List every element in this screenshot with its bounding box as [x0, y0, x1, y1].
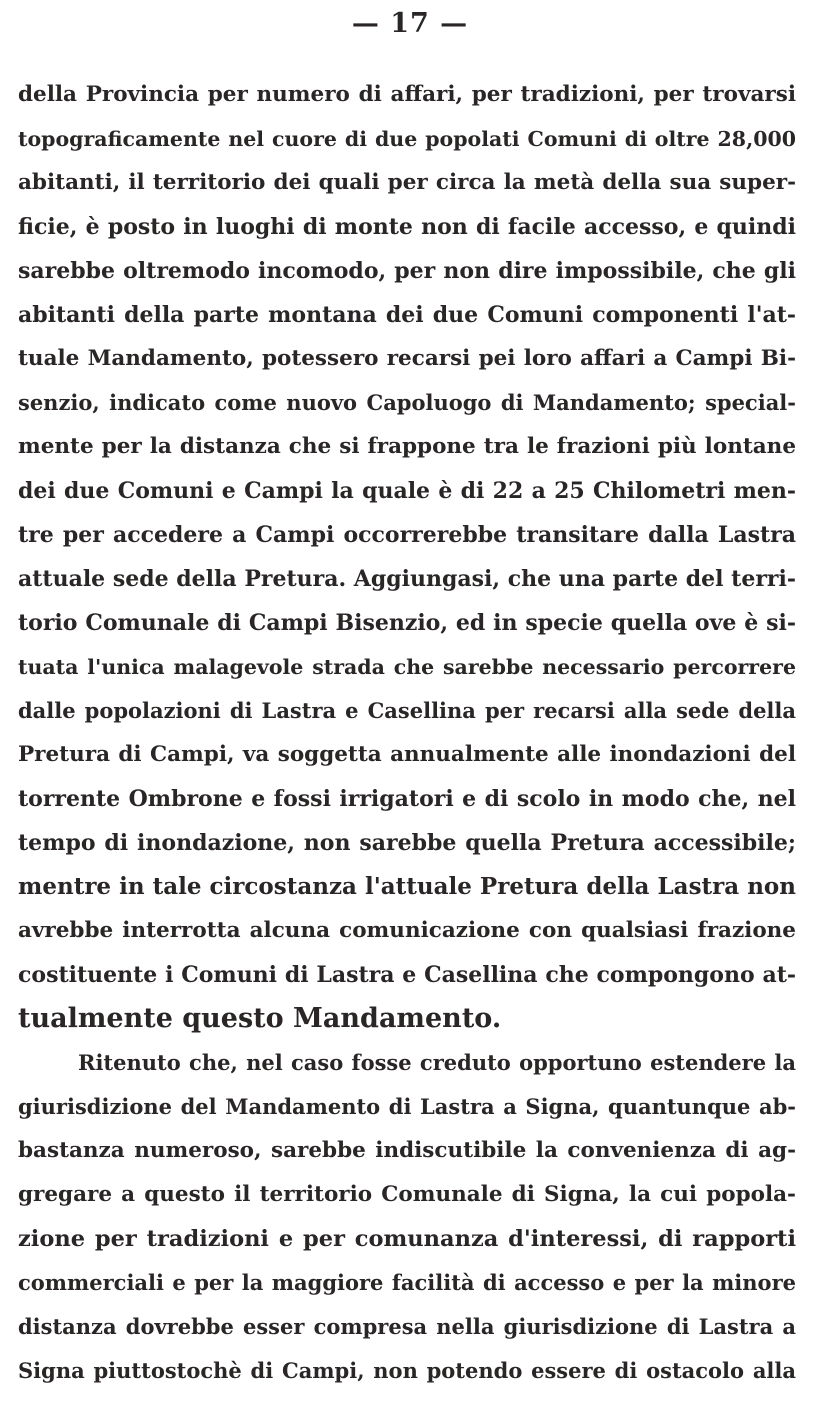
- text-line: commerciali e per la maggiore facilità di accesso e per la minore: [18, 1270, 796, 1295]
- text-line: costituente i Comuni di Lastra e Casellina che compongono at-: [18, 962, 796, 988]
- text-line: mentre in tale circostanza l'attuale Pretura della Lastra non: [18, 873, 796, 900]
- text-line: torrente Ombrone e fossi irrigatori e di scolo in modo che, nel: [18, 786, 796, 812]
- text-line: bastanza numeroso, sarebbe indiscutibile la convenienza di ag-: [18, 1138, 796, 1163]
- text-line: tempo di inondazione, non sarebbe quella Pretura accessibile;: [18, 830, 796, 856]
- text-line: senzio, indicato come nuovo Capoluogo di Mandamento; special-: [18, 390, 796, 415]
- text-line: tualmente questo Mandamento.: [18, 1003, 502, 1034]
- text-line: sarebbe oltremodo incomodo, per non dire impossibile, che gli: [18, 258, 796, 284]
- text-line: attuale sede della Pretura. Aggiungasi, che una parte del terri-: [18, 566, 796, 592]
- text-line: distanza dovrebbe esser compresa nella giurisdizione di Lastra a: [18, 1314, 796, 1339]
- text-line: avrebbe interrotta alcuna comunicazione con qualsiasi frazione: [18, 918, 796, 943]
- text-line: dei due Comuni e Campi la quale è di 22 a 25 Chilometri men-: [18, 478, 796, 504]
- text-line: tuata l'unica malagevole strada che sarebbe necessario percorrere: [18, 655, 796, 679]
- page-number: — 17 —: [351, 8, 469, 39]
- text-line: giurisdizione del Mandamento di Lastra a Signa, quantunque ab-: [18, 1094, 796, 1119]
- text-line: mente per la distanza che si frappone tra le frazioni più lontane: [18, 434, 796, 459]
- text-line: ficie, è posto in luoghi di monte non di facile accesso, e quindi: [18, 214, 796, 240]
- text-line: Ritenuto che, nel caso fosse creduto opportuno estendere la: [78, 1050, 796, 1075]
- text-line: Signa piuttostochè di Campi, non potendo essere di ostacolo alla: [18, 1358, 796, 1383]
- text-line: tre per accedere a Campi occorrerebbe transitare dalla Lastra: [18, 522, 796, 548]
- text-line: torio Comunale di Campi Bisenzio, ed in specie quella ove è si-: [18, 610, 796, 636]
- text-line: topograficamente nel cuore di due popolati Comuni di oltre 28,000: [18, 127, 796, 151]
- text-line: Pretura di Campi, va soggetta annualmente alle inondazioni del: [18, 742, 796, 767]
- text-line: abitanti, il territorio dei quali per circa la metà della sua super-: [18, 170, 796, 195]
- text-line: dalle popolazioni di Lastra e Casellina per recarsi alla sede della: [18, 698, 796, 723]
- text-line: zione per tradizioni e per comunanza d'interessi, di rapporti: [18, 1226, 796, 1252]
- text-line: gregare a questo il territorio Comunale di Signa, la cui popola-: [18, 1182, 796, 1207]
- text-line: tuale Mandamento, potessero recarsi pei loro affari a Campi Bi-: [18, 346, 796, 371]
- text-line: della Provincia per numero di affari, per tradizioni, per trovarsi: [18, 82, 796, 107]
- text-line: abitanti della parte montana dei due Comuni componenti l'at-: [18, 302, 796, 328]
